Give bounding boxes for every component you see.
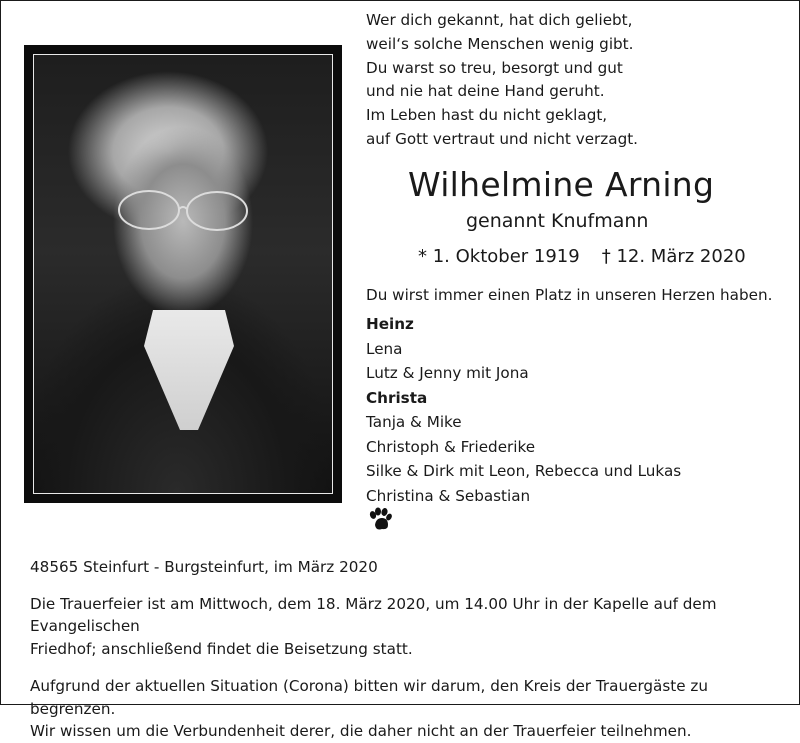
verse-line: auf Gott vertraut und nicht verzagt. xyxy=(366,129,638,148)
paw-print-icon xyxy=(367,507,393,533)
portrait-photo xyxy=(24,45,342,503)
memorial-verse xyxy=(366,9,666,152)
verse-line: weil‘s solche Menschen wenig gibt. xyxy=(366,34,634,53)
corona-notice xyxy=(30,675,790,743)
photo-inner-frame xyxy=(33,54,333,494)
place-date: 48565 Steinfurt - Burgsteinfurt, im März 2020 xyxy=(30,558,378,576)
deceased-name: Wilhelmine Arning xyxy=(408,165,715,204)
family-member: Christoph & Friederike xyxy=(366,437,536,456)
ceremony-line: Die Trauerfeier ist am Mittwoch, dem 18. März 2020, um 14.00 Uhr in der Kapelle auf dem Evangelischen xyxy=(30,594,717,635)
glasses-shape xyxy=(114,185,254,235)
verse-line: Wer dich gekannt, hat dich geliebt, xyxy=(366,11,633,29)
family-head: Heinz xyxy=(366,315,414,333)
birth-date: * 1. Oktober 1919 xyxy=(418,246,580,267)
blouse-collar xyxy=(144,310,234,430)
family-member: Lutz & Jenny mit Jona xyxy=(366,364,529,382)
verse-line: und nie hat deine Hand geruht. xyxy=(366,82,605,101)
verse-line: Im Leben hast du nicht geklagt, xyxy=(366,106,608,125)
life-dates xyxy=(418,244,746,270)
ceremony-line: Friedhof; anschließend findet die Beisetzung statt. xyxy=(30,639,413,658)
notice-line: Wir wissen um die Verbundenheit derer, die daher nicht an der Trauerfeier teilnehmen. xyxy=(30,722,692,740)
ceremony-info xyxy=(30,593,790,661)
family-head: Christa xyxy=(366,388,428,407)
family-list xyxy=(366,312,681,508)
memorial-quote: Du wirst immer einen Platz in unseren Herzen haben. xyxy=(366,286,773,304)
deceased-alias: genannt Knufmann xyxy=(466,210,649,232)
family-member: Lena xyxy=(366,339,403,358)
family-member: Christina & Sebastian xyxy=(366,486,531,505)
notice-footer xyxy=(30,556,790,743)
verse-line: Du warst so treu, besorgt und gut xyxy=(366,58,623,77)
death-date: † 12. März 2020 xyxy=(601,246,746,267)
notice-line: Aufgrund der aktuellen Situation (Corona) bitten wir darum, den Kreis der Trauergäste zu begrenzen. xyxy=(30,677,708,718)
family-member: Tanja & Mike xyxy=(366,413,462,431)
family-member: Silke & Dirk mit Leon, Rebecca und Lukas xyxy=(366,462,682,480)
